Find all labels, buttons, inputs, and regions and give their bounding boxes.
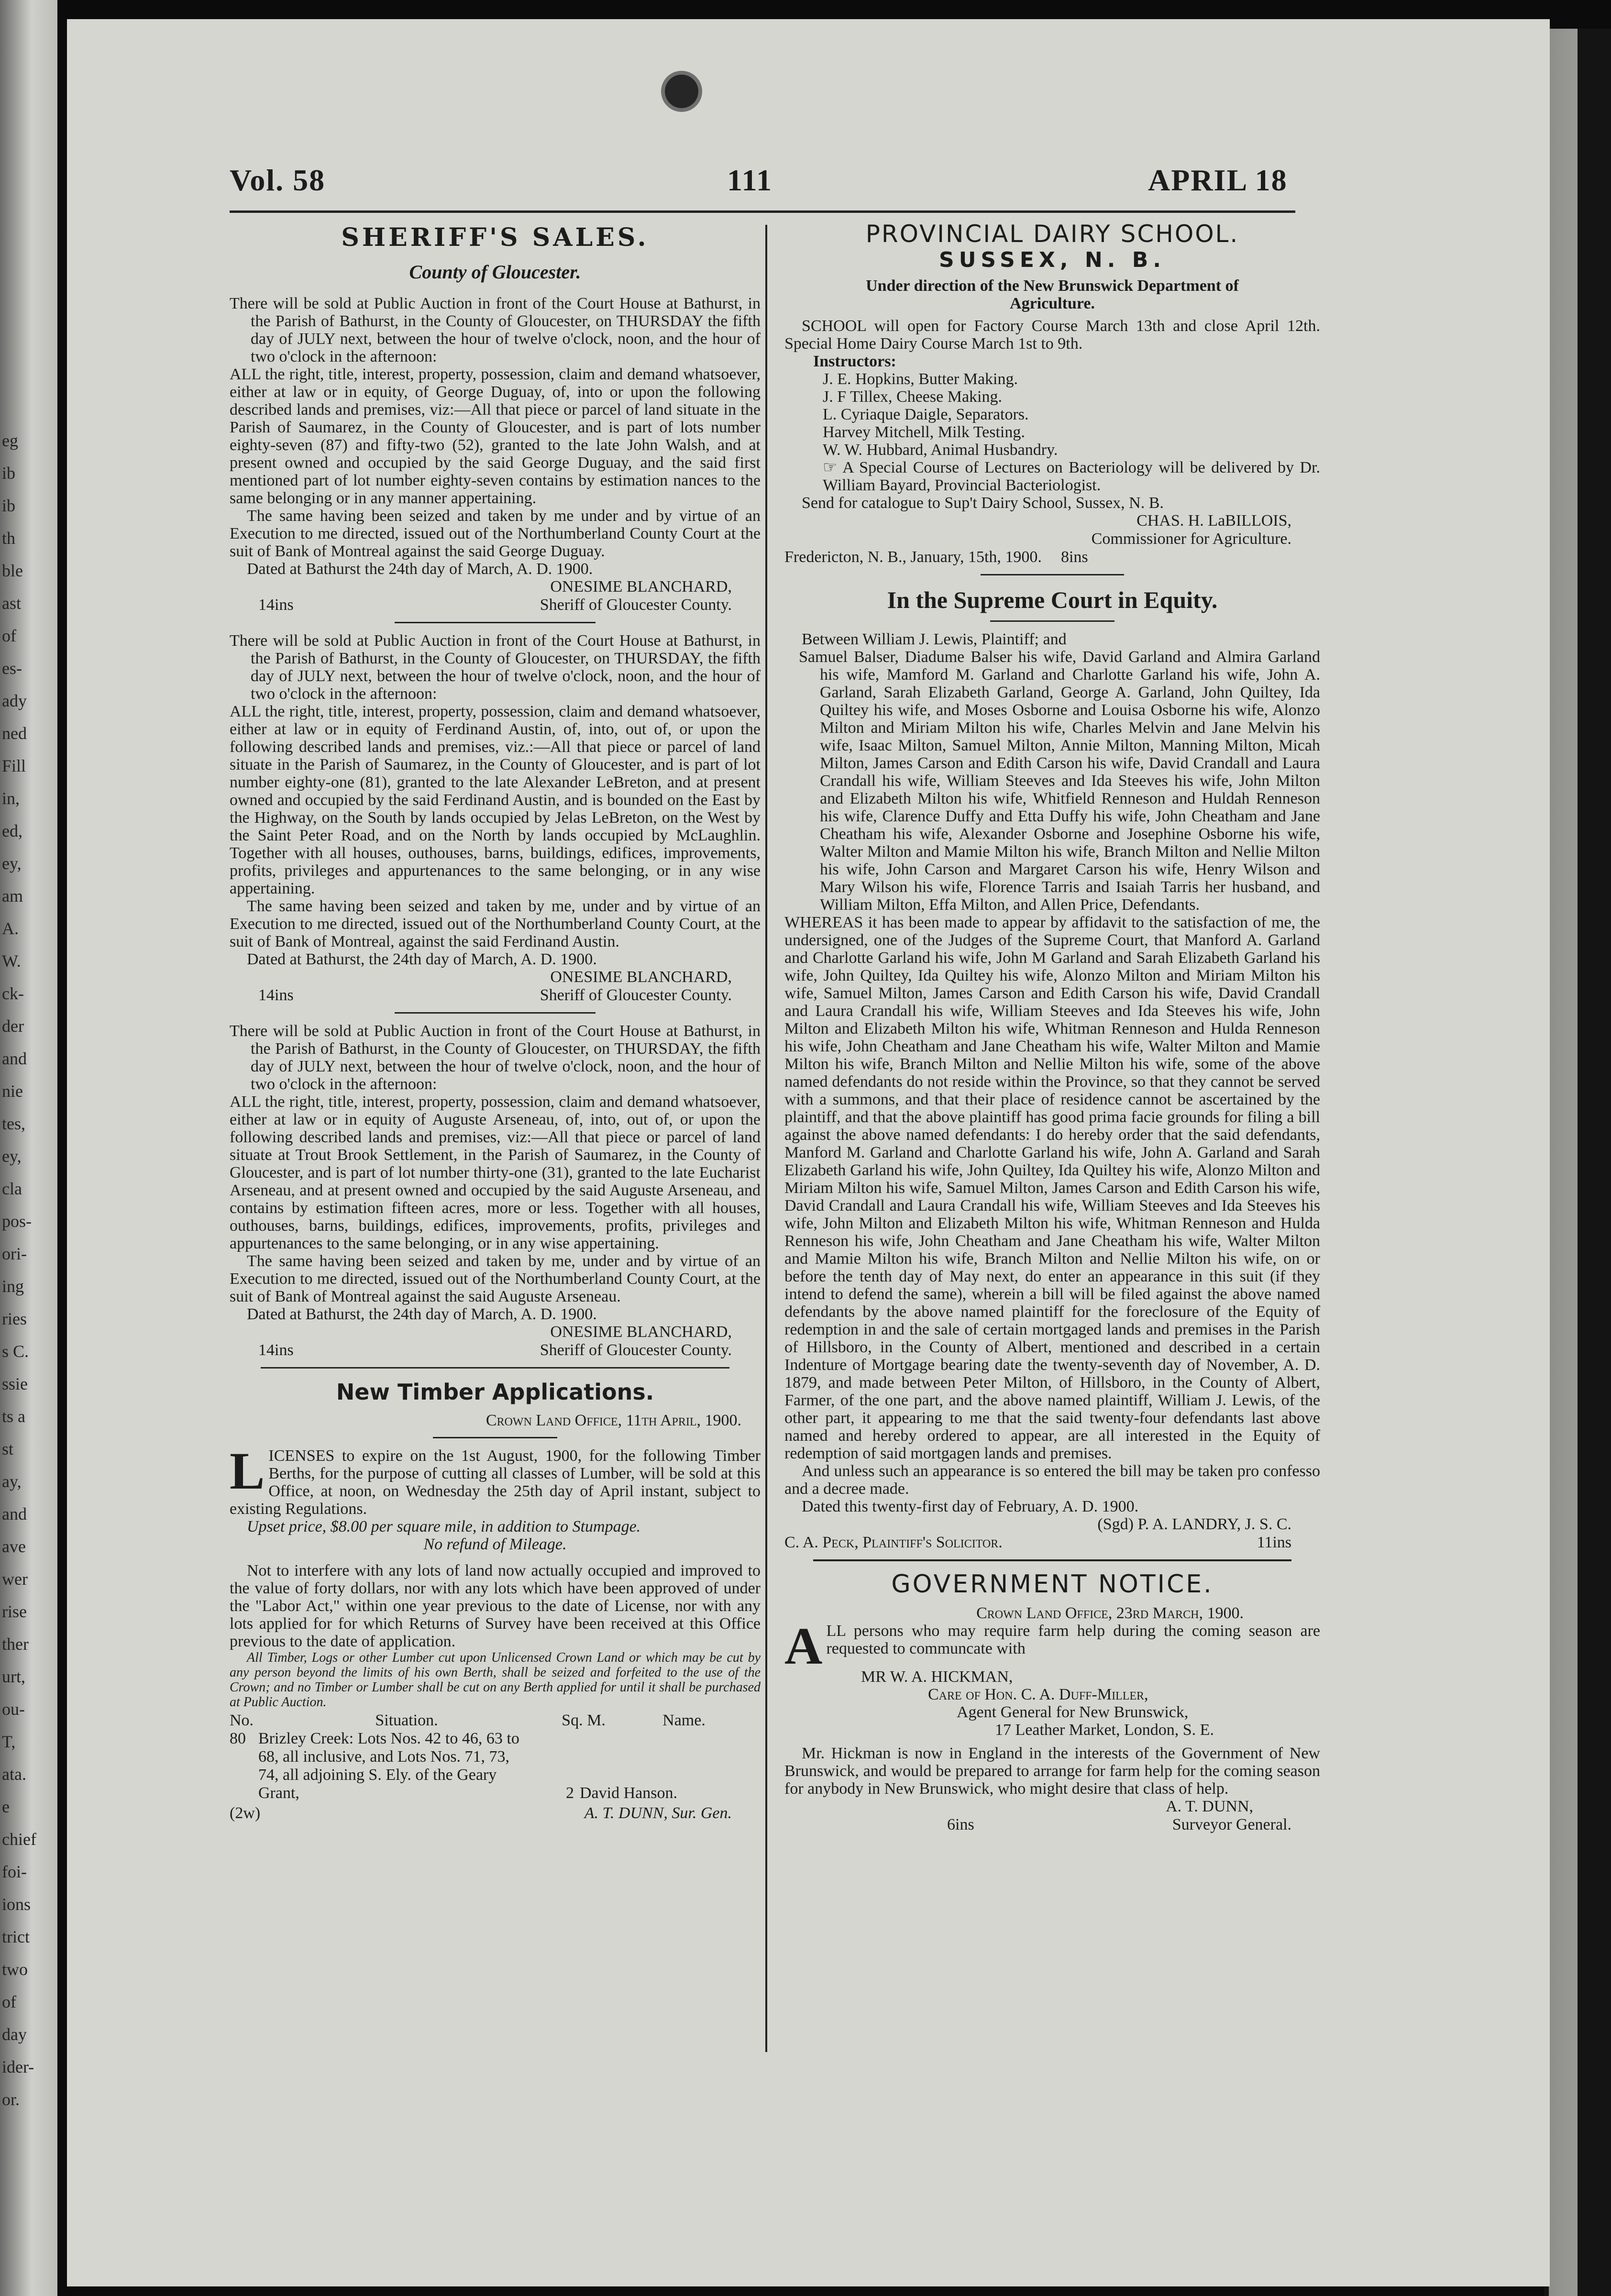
instructors-label: Instructors:: [813, 353, 896, 370]
government-notice: [784, 1570, 1320, 1834]
notice-body: ALL the right, title, interest, property, possession, claim and demand whatsoever, either at law or in equity, of George Duguay, of, into or upon the following described lands and premises, viz:—All that piece or parcel of land situate in the Parish of Saumarez, in the County of Gloucester, and is part of lots number eighty-seven (87) and fifty-two (52), granted to the late John Walsh, and at present owned and occupied by the said George Duguay, and the said first mentioned part of lot number eighty-seven contains by estimation nances to the same belonging or in any manner appertaining.: [230, 365, 761, 507]
column-rule: [765, 225, 767, 2052]
insertion-count: 14ins: [258, 596, 294, 614]
gov-contact-name: MR W. A. HICKMAN,: [861, 1668, 1013, 1686]
margin-fragment: st: [2, 1439, 14, 1458]
timber-office-date: Crown Land Office, 11th April, 1900.: [486, 1412, 741, 1429]
margin-fragment: foi-: [2, 1862, 27, 1881]
margin-fragment: ries: [2, 1309, 27, 1328]
margin-fragment: rise: [2, 1602, 27, 1621]
timber-no-refund: No refund of Mileage.: [423, 1535, 567, 1553]
issue-date: APRIL 18: [1148, 163, 1288, 197]
instructor: L. Cyriaque Daigle, Separators.: [823, 406, 1029, 423]
county-heading: County of Gloucester.: [409, 261, 581, 283]
margin-fragment: th: [2, 529, 16, 548]
instructors-list: [784, 370, 1320, 459]
margin-fragment: day: [2, 2025, 27, 2044]
notice-seized: The same having been seized and taken by me, under and by virtue of an Execution to me directed, issued out of the Northumberland County Court, at the suit of Bank of Montreal, against the said Ferdinand Austin.: [230, 897, 761, 950]
margin-fragment: eg: [2, 431, 18, 450]
insertion-count: 8ins: [1060, 548, 1088, 566]
instructor: W. W. Hubbard, Animal Husbandry.: [823, 441, 1058, 459]
margin-fragment: A.: [2, 919, 19, 938]
margin-fragment: ey,: [2, 1147, 22, 1166]
col-situation: Situation.: [375, 1711, 438, 1729]
dairy-place: SUSSEX, N. B.: [939, 248, 1166, 272]
margin-fragment: ider-: [2, 2057, 34, 2076]
gov-care-of: Care of Hon. C. A. Duff-Miller,: [928, 1686, 1148, 1703]
instructor: J. E. Hopkins, Butter Making.: [823, 370, 1018, 388]
commissioner-office: Commissioner for Agriculture.: [1091, 530, 1291, 548]
equity-whereas: WHEREAS it has been made to appear by affidavit to the satisfaction of me, the undersigned, one of the Judges of the Supreme Court, that Manford A. Garland and Charlotte Garland his wife, John M Garland and Sarah Elizabeth Garland his wife, John Quiltey, Ida Quiltey his wife, Alonzo Milton and Miriam Milton his wife, Samuel Milton, James Carson and Edith Carson his wife, David Crandall and Laura Crandall his wife, William Steeves and Ida Steeves his wife, John Milton and Elizabeth Milton his wife, Whitman Renneson and Hulda Renneson his wife, John Cheatham and Jane Cheatham his wife, Walter Milton and Mamie Milton his wife, Branch Milton and Nellie Milton his wife, some of the above named defendants do not reside within the Province, so that they cannot be served with a summons, and that their place of residence cannot be ascertained by the plaintiff, and that the above plaintiff has good prima facie grounds for filing a bill against the above named defendants: I do hereby order that the said defendants, Manford M. Garland and Charlotte Garland his wife, John A. Garland and Sarah Elizabeth Garland his wife, John Quiltey, Ida Quiltey his wife, Alonzo Milton and Miriam Milton his wife, Samuel Milton, James Carson and Edith Carson his wife, David Crandall and Laura Crandall his wife, William Steeves and Ida Steeves his wife, John Milton and Elizabeth Milton his wife, Whitman Renneson and Hulda Renneson his wife, John Cheatham and Jane Cheatham his wife, Walter Milton and Mamie Milton his wife, Branch Milton and Nellie Milton his wife, on or before the tenth day of May next, do enter an appearance in this suit (if they intend to defend the same), wherein a bill will be filed against the above named defendants by the above named plaintiff for the foreclosure of the Equity of redemption in and the sale of certain mortgaged lands and premises in the Parish of Hillsboro, in the County of Albert, mentioned and described in a certain Indenture of Mortgage bearing date the twenty-seventh day of November, A. D. 1879, and made between Peter Milton, of Hillsboro, in the County of Albert, Farmer, of the one part, and the above named plaintiff, William J. Lewis, of the other part, it appearing to me that the said twenty-four defendants last above named and hereby ordered to appear, are all interested in the Equity of redemption of said mortgagen lands and premises.: [784, 914, 1320, 1462]
drop-cap: A: [784, 1617, 823, 1675]
margin-fragment: ata.: [2, 1765, 26, 1784]
margin-fragment: Fill: [2, 756, 26, 775]
timber-fine-print: All Timber, Logs or other Lumber cut upon Unlicensed Crown Land or which may be cut by any person beyond the limits of his own Berth, shall be seized and forfeited to the use of the Crown; and no Timber or Lumber shall be cut on any Berth applied for until it shall be purchased at Public Auction.: [230, 1650, 761, 1710]
equity-signoff: [784, 1534, 1320, 1552]
dairy-under: Under direction of the New Brunswick Department of Agriculture.: [866, 277, 1239, 312]
gov-sign: A. T. DUNN,: [1166, 1798, 1253, 1815]
dairy-school-dates: SCHOOL will open for Factory Course March 13th and close April 12th. Special Home Dairy Course March 1st to 9th.: [784, 317, 1320, 353]
cell-name: David Hanson.: [580, 1784, 677, 1802]
timber-title: New Timber Applications.: [336, 1379, 654, 1405]
margin-fragment: der: [2, 1016, 24, 1036]
sheriff-name: ONESIME BLANCHARD,: [550, 968, 732, 986]
equity-notice: [784, 586, 1320, 1552]
timber-upset-price: Upset price, $8.00 per square mile, in addition to Stumpage.: [247, 1518, 641, 1535]
dairy-school-notice: [784, 220, 1320, 566]
judge-signature: (Sgd) P. A. LANDRY, J. S. C.: [1097, 1515, 1291, 1533]
solicitor: C. A. Peck, Plaintiff's Solicitor.: [784, 1534, 1003, 1551]
timber-table-header: [230, 1711, 761, 1730]
margin-fragment: ned: [2, 724, 27, 743]
right-column: [784, 220, 1320, 1834]
margin-fragment: ib: [2, 464, 16, 483]
page-number: 111: [727, 163, 772, 197]
volume-label: Vol. 58: [230, 163, 326, 197]
margin-fragment: two: [2, 1960, 28, 1979]
margin-fragment: ay,: [2, 1472, 22, 1491]
margin-fragment: and: [2, 1049, 27, 1068]
gov-signoff: [784, 1816, 1320, 1834]
binding-hole: [665, 75, 698, 108]
margin-fragment: T,: [2, 1732, 16, 1751]
dairy-send: Send for catalogue to Sup't Dairy School, Sussex, N. B.: [802, 494, 1164, 512]
equity-dated: Dated this twenty-first day of February, A. D. 1900.: [802, 1498, 1139, 1515]
surveyor-sign: A. T. DUNN, Sur. Gen.: [584, 1804, 732, 1822]
cell-sqm: 2: [566, 1784, 574, 1802]
margin-fragment: urt,: [2, 1667, 25, 1686]
notice-seized: The same having been seized and taken by me under and by virtue of an Execution to me directed, issued out of the Northumberland County Court at the suit of Bank of Montreal against the said George Duguay.: [230, 507, 761, 560]
margin-fragment: of: [2, 626, 16, 645]
gov-lead: LL persons who may require farm help during the coming season are requested to communcate with: [826, 1622, 1320, 1657]
margin-fragment: ck-: [2, 984, 24, 1003]
col-sqm: Sq. M.: [562, 1711, 606, 1729]
sheriff-notice-2: [230, 632, 761, 1004]
margin-fragment: trict: [2, 1927, 30, 1946]
dairy-date: Fredericton, N. B., January, 15th, 1900.: [784, 548, 1042, 566]
margin-fragment: ble: [2, 561, 23, 580]
insertion-count: 6ins: [947, 1816, 974, 1833]
notice-separator: [395, 622, 596, 623]
book-edge: [1544, 29, 1611, 2296]
margin-fragment: ing: [2, 1277, 24, 1296]
sheriff-signoff: [230, 986, 761, 1004]
cell-no: 80: [230, 1730, 246, 1747]
notice-dated: Dated at Bathurst the 24th day of March, A. D. 1900.: [247, 560, 593, 578]
cell-situation: Brizley Creek: Lots Nos. 42 to 46, 63 to 68, all inclusive, and Lots Nos. 71, 73, 74, all adjoining S. Ely. of the Geary Grant,: [258, 1730, 519, 1802]
notice-intro: There will be sold at Public Auction in front of the Court House at Bathurst, in the Parish of Bathurst, in the County of Gloucester, on THURSDAY, the fifth day of JULY next, between the hour of twelve o'clock, noon, and the hour of two o'clock in the afternoon:: [230, 1022, 761, 1093]
adjacent-page-edge: [0, 0, 57, 2296]
drop-cap: L: [230, 1442, 265, 1500]
margin-fragment: of: [2, 1992, 16, 2011]
dairy-signoff: [784, 548, 1320, 566]
margin-fragment: tes,: [2, 1114, 25, 1133]
notice-body: ALL the right, title, interest, property, possession, claim and demand whatsoever, either at law or in equity of Auguste Arseneau, of, into, out of, or upon the following described lands and premises, viz:—All that piece or parcel of land situate at Trout Brook Settlement, in the Parish of Saumarez, in the County of Gloucester, and is part of lot number thirty-one (31), granted to the late Eucharist Arseneau, and at present owned and occupied by the said Auguste Arseneau, and contains by estimation fifteen acres, more or less. Together with all houses, outhouses, barns, buildings, edifices, improvements, profits, privileges and appurtenances to the same belonging, or in any wise appertaining.: [230, 1093, 761, 1252]
newspaper-page: [67, 19, 1550, 2286]
instructor: J. F Tillex, Cheese Making.: [823, 388, 1002, 406]
notice-body: ALL the right, title, interest, property, possession, claim and demand whatsoever, either at law or in equity of Ferdinand Austin, of, into, out of, or upon the following described lands and premises, viz.:—All that piece or parcel of land situate in the Parish of Saumarez, in the County of Gloucester, and is part of lot number eighty-one (81), granted to the late Alexander LeBreton, and at present owned and occupied by the said Ferdinand Austin, and is bounded on the East by the Highway, on the South by lands occupied by Jelas LeBreton, on the West by the Saint Peter Road, and on the North by lands occupied by McLaughlin. Together with all houses, outhouses, barns, buildings, edifices, improvements, profits, privileges and appurtenances to the same belonging, or in any wise appertaining.: [230, 703, 761, 897]
section-rule: [813, 1559, 1291, 1561]
margin-fragment: wer: [2, 1569, 28, 1589]
notice-separator: [395, 1012, 596, 1014]
insertion-count: 11ins: [1257, 1534, 1291, 1551]
sheriff-name: ONESIME BLANCHARD,: [550, 1323, 732, 1341]
margin-fragment: ave: [2, 1537, 26, 1556]
dairy-special-course: A Special Course of Lectures on Bacteriology will be delivered by Dr. William Bayard, Provincial Bacteriologist.: [823, 459, 1320, 494]
margin-fragment: ib: [2, 496, 16, 515]
margin-fragment: am: [2, 886, 23, 905]
instructor: Harvey Mitchell, Milk Testing.: [823, 423, 1025, 441]
margin-fragment: ther: [2, 1634, 29, 1654]
left-column: [230, 220, 761, 1822]
timber-applications: [230, 1379, 761, 1822]
margin-fragment: in,: [2, 789, 20, 808]
sheriff-notice-1: [230, 295, 761, 614]
dairy-title: PROVINCIAL DAIRY SCHOOL.: [865, 220, 1239, 248]
sheriff-notice-3: [230, 1022, 761, 1359]
equity-unless: And unless such an appearance is so entered the bill may be taken pro confesso and a decree made.: [784, 1462, 1320, 1498]
page-stack: [1549, 29, 1578, 2296]
margin-fragment: cla: [2, 1179, 22, 1198]
margin-fragment: W.: [2, 951, 21, 971]
sheriff-office: Sheriff of Gloucester County.: [540, 596, 732, 614]
commissioner-name: CHAS. H. LaBILLOIS,: [1137, 512, 1291, 530]
margin-fragment: ed,: [2, 821, 22, 840]
margin-fragment: chief: [2, 1830, 36, 1849]
gov-office-title: Surveyor General.: [1172, 1816, 1291, 1833]
timber-table-row: [230, 1730, 761, 1802]
section-rule: [261, 1367, 729, 1369]
margin-fragment: ou-: [2, 1700, 25, 1719]
notice-dated: Dated at Bathurst, the 24th day of March, A. D. 1900.: [247, 950, 597, 968]
sheriff-sales-title: SHERIFF'S SALES.: [341, 223, 649, 252]
margin-fragment: s C.: [2, 1342, 29, 1361]
margin-fragment: ts a: [2, 1407, 25, 1426]
sheriff-signoff: [230, 1341, 761, 1359]
notice-intro: There will be sold at Public Auction in front of the Court House at Bathurst, in the Parish of Bathurst, in the County of Gloucester, on THURSDAY, the fifth day of JULY next, between the hour of twelve o'clock, noon, and the hour of two o'clock in the afternoon:: [230, 632, 761, 703]
equity-between: Between William J. Lewis, Plaintiff; and: [802, 630, 1067, 648]
margin-fragment: ions: [2, 1895, 31, 1914]
margin-fragment: ssie: [2, 1374, 28, 1393]
rule: [990, 620, 1114, 622]
timber-conditions: Not to interfere with any lots of land now actually occupied and improved to the value of forty dollars, nor with any lots which have been approved of under the "Labor Act," within one year previous to the date of License, nor with any lots applied for for which Returns of Survey have been received at this Office previous to the date of application.: [230, 1562, 761, 1650]
margin-fragment: ady: [2, 691, 27, 710]
equity-title: In the Supreme Court in Equity.: [887, 586, 1218, 613]
equity-parties: Samuel Balser, Diadume Balser his wife, David Garland and Almira Garland his wife, Mamford M. Garland and Charlotte Garland his wife, John A. Garland, Sarah Elizabeth Garland, George A. Garland, John Quiltey, Ida Quiltey his wife, and Moses Osborne and Louisa Osborne his wife, Alonzo Milton and Miriam Milton his wife, Charles Melvin and Jane Melvin his wife, Isaac Milton, Samuel Milton, Annie Milton, Manning Milton, Micah Milton, James Carson and Edith Carson his wife, David Crandall and Laura Crandall his wife, William Steeves and Ida Steeves his wife, John Milton and Elizabeth Milton his wife, Whitfield Renneson and Huldah Renneson his wife, Clarence Duffy and Etta Duffy his wife, John Cheatham and Jane Cheatham his wife, Alexander Osborne and Josephine Osborne his wife, Walter Milton and Mamie Milton his wife, Branch Milton and Nellie Milton his wife, John Carson and Margaret Carson his wife, Henry Wilson and Mary Wilson his wife, Florence Tarris and Isaiah Tarris her husband, and William Milton, Effa Milton, and Allen Price, Defendants.: [799, 648, 1320, 914]
sheriff-signoff: [230, 596, 761, 614]
margin-fragment: ey,: [2, 854, 22, 873]
rule: [433, 1437, 557, 1438]
notice-dated: Dated at Bathurst, the 24th day of March, A. D. 1900.: [247, 1305, 597, 1323]
timber-signoff: [230, 1804, 761, 1822]
margin-fragment: ast: [2, 594, 21, 613]
sheriff-office: Sheriff of Gloucester County.: [540, 1341, 732, 1359]
margin-fragment: e: [2, 1797, 10, 1816]
notice-intro: There will be sold at Public Auction in front of the Court House at Bathurst, in the Parish of Bathurst, in the County of Gloucester, on THURSDAY the fifth day of JULY next, between the hour of twelve o'clock, noon, and the hour of two o'clock in the afternoon:: [230, 295, 761, 365]
pointing-hand-icon: ☞: [823, 459, 843, 476]
margin-fragment: pos-: [2, 1212, 32, 1231]
col-name: Name.: [662, 1711, 706, 1729]
gov-office-date: Crown Land Office, 23rd March, 1900.: [976, 1604, 1244, 1622]
timber-lead: ICENSES to expire on the 1st August, 1900, for the following Timber Berths, for the purpose of cutting all classes of Lumber, will be sold at this Office, at noon, on Wednesday the 25th day of April instant, subject to existing Regulations.: [230, 1447, 761, 1518]
margin-fragment: ori-: [2, 1244, 27, 1263]
gov-paragraph: Mr. Hickman is now in England in the interests of the Government of New Brunswick, and would be prepared to arrange for farm help for the coming season for anybody in New Brunswick, who might desire that class of help.: [784, 1744, 1320, 1798]
col-no: No.: [230, 1711, 254, 1729]
gov-agent: Agent General for New Brunswick,: [957, 1703, 1189, 1721]
gov-address: 17 Leather Market, London, S. E.: [995, 1721, 1214, 1739]
notice-separator: [981, 574, 1124, 575]
gov-title: GOVERNMENT NOTICE.: [891, 1570, 1214, 1599]
header-rule: [230, 210, 1295, 213]
sheriff-office: Sheriff of Gloucester County.: [540, 986, 732, 1004]
insertion-count: 14ins: [258, 986, 294, 1004]
insertion-count: 14ins: [258, 1341, 294, 1359]
margin-fragment: and: [2, 1504, 27, 1523]
notice-seized: The same having been seized and taken by me, under and by virtue of an Execution to me directed, issued out of the Northumberland County Court, at the suit of Bank of Montreal against the said Auguste Arseneau.: [230, 1252, 761, 1305]
margin-fragment: es-: [2, 659, 22, 678]
insertion-count: (2w): [230, 1804, 261, 1822]
margin-fragment: or.: [2, 2090, 20, 2109]
margin-fragment: nie: [2, 1082, 23, 1101]
sheriff-name: ONESIME BLANCHARD,: [550, 578, 732, 596]
